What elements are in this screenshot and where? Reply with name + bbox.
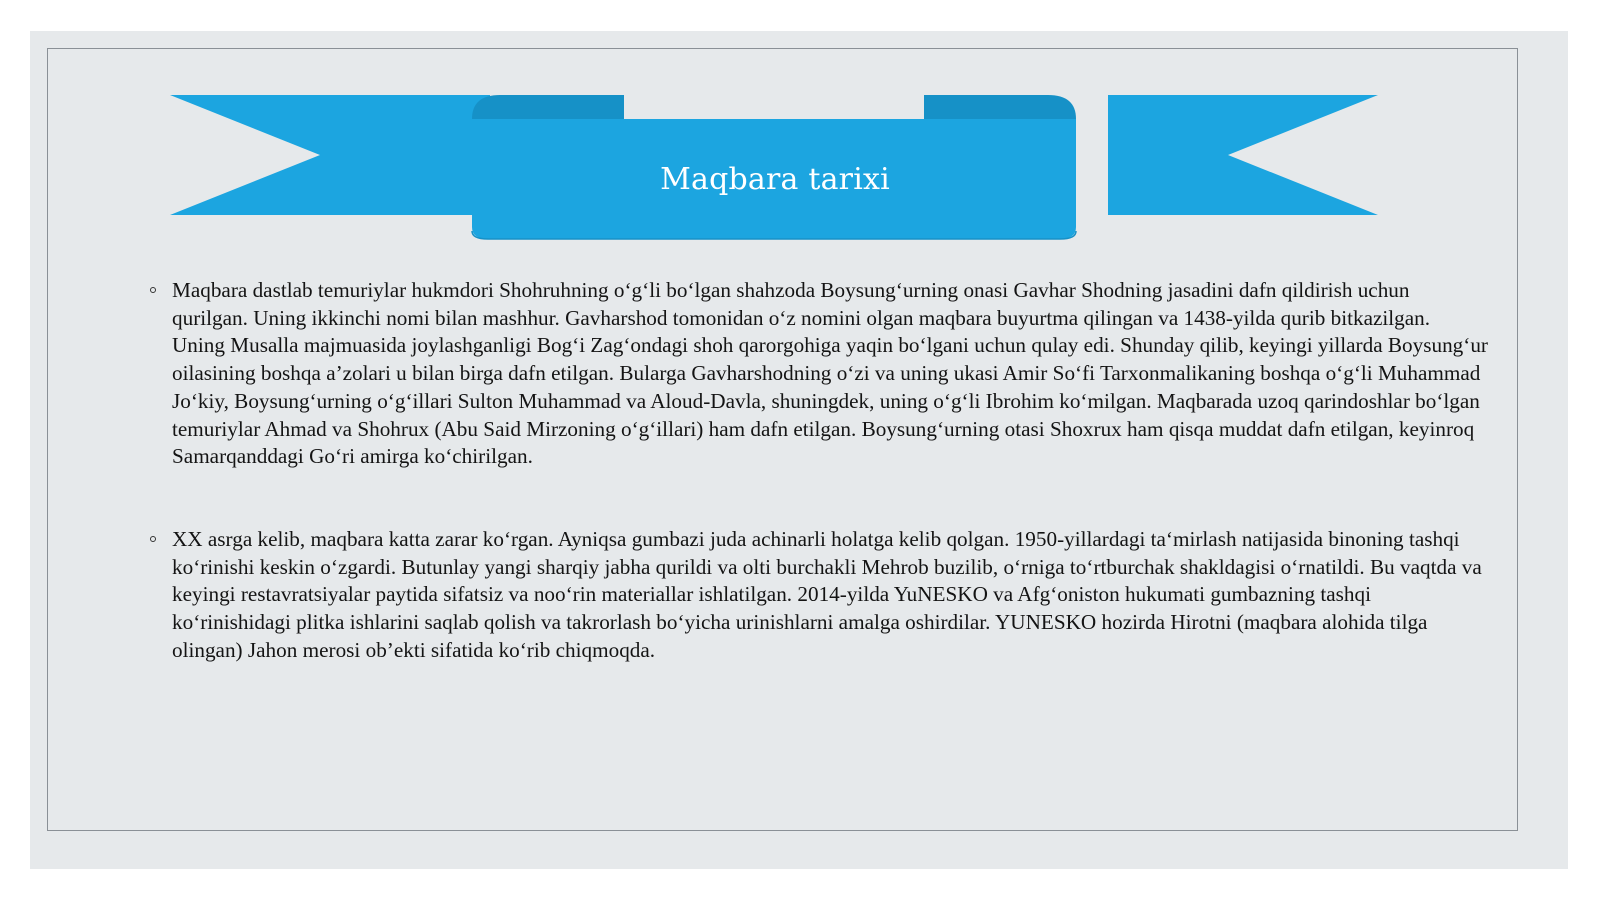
ribbon-right-fold [924,95,1076,121]
bullet-item [148,277,1488,471]
bullet-list [148,277,1488,664]
bullet-item [148,526,1488,665]
slide-title: Maqbara tarixi [660,162,890,197]
hollow-circle-bullet-icon [150,536,156,542]
hollow-circle-bullet-icon [150,287,156,293]
ribbon-left-tail [170,95,490,215]
ribbon-right-tail [1108,95,1378,215]
bullet-text: Maqbara dastlab temuriylar hukmdori Shohruhning o‘g‘li bo‘lgan shahzoda Boysung‘urning onasi Gavhar Shodning jasadini dafn qildirish uchun qurilgan. Uning ikkinchi nomi bilan mashhur. Gavharshod tomonidan o‘z nomini olgan maqbara buyurtma qilingan va 1438-yilda qurib bitkazilgan. Uning Musalla majmuasida joylashganligi Bog‘i Zag‘ondagi shoh qarorgohiga yaqin bo‘lgani uchun qulay edi. Shunday qilib, keyingi yillarda Boysung‘ur oilasining boshqa a’zolari u bilan birga dafn etilgan. Bularga Gavharshodning o‘zi va uning ukasi Amir So‘fi Tarxonmalikaning boshqa o‘g‘li Muhammad Jo‘kiy, Boysung‘urning o‘g‘illari Sulton Muhammad va Aloud-Davla, shuningdek, uning o‘g‘li Ibrohim ko‘milgan. Maqbarada uzoq qarindoshlar bo‘lgan temuriylar Ahmad va Shohrux (Abu Said Mirzoning o‘g‘illari) ham dafn etilgan. Boysung‘urning otasi Shoxrux ham qisqa muddat dafn etilgan, keyinroq Samarqanddagi Go‘ri amirga ko‘chirilgan. [172,278,1488,469]
bullet-text: XX asrga kelib, maqbara katta zarar ko‘rgan. Ayniqsa gumbazi juda achinarli holatga kelib qolgan. 1950-yillardagi ta‘mirlash natijasida binoning tashqi ko‘rinishi keskin o‘zgardi. Butunlay yangi sharqiy jabha qurildi va olti burchakli Mehrob buzilib, o‘rniga to‘rtburchak shakldagisi o‘rnatildi. Bu vaqtda va keyingi restavratsiyalar paytida sifatsiz va noo‘rin materiallar ishlatilgan. 2014-yilda YuNESKO va Afg‘oniston hukumati gumbazning tashqi ko‘rinishidagi plitka ishlarini saqlab qolish va takrorlash bo‘yicha urinishlarni amalga oshirdilar. YUNESKO hozirda Hirotni (maqbara alohida tilga olingan) Jahon merosi ob’ekti sifatida ko‘rib chiqmoqda. [172,526,1482,662]
ribbon-left-fold [472,95,624,121]
slide [30,31,1568,869]
